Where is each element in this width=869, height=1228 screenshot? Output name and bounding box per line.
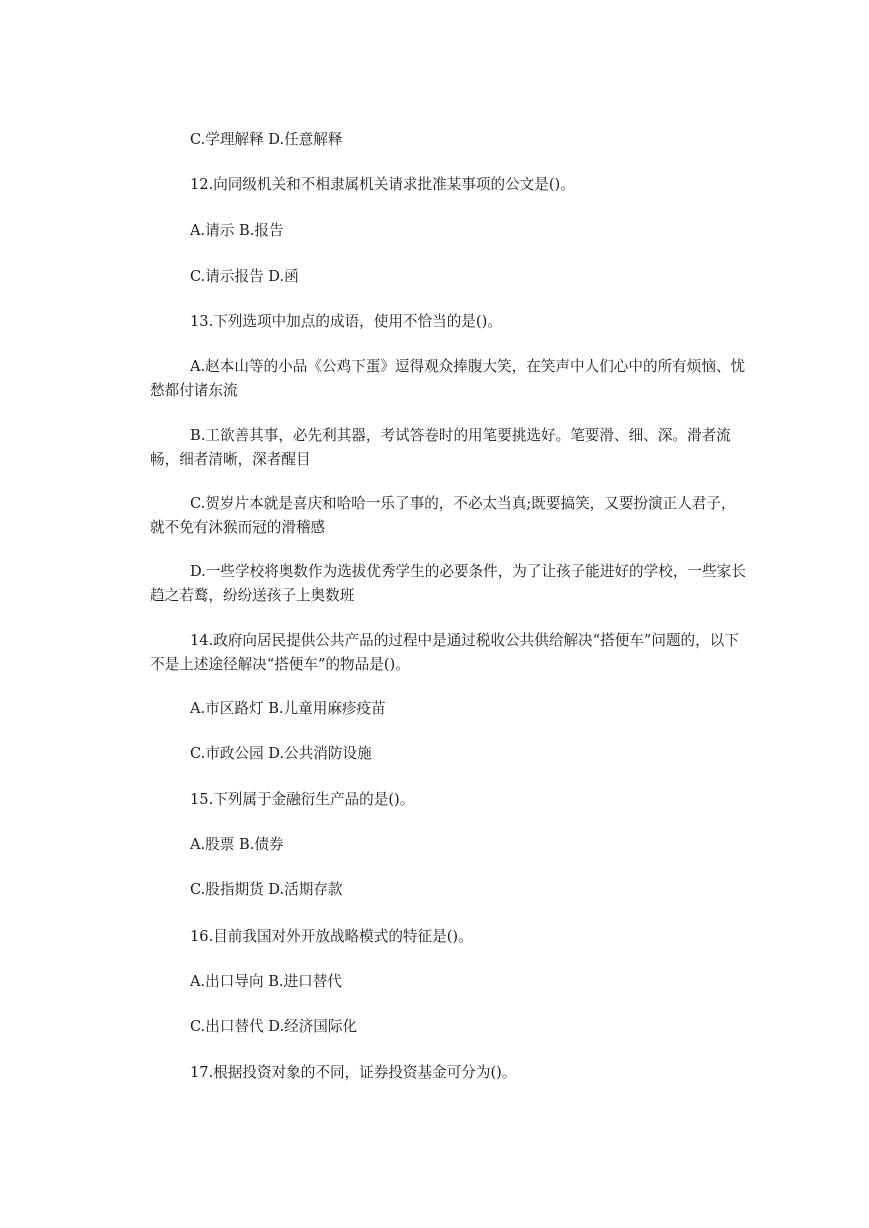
q15-options-cd: C.股指期货 D.活期存款 [190, 881, 343, 898]
q13-question: 13.下列选项中加点的成语，使用不恰当的是()。 [190, 313, 502, 330]
q13-option-b: B.工欲善其事，必先利其器，考试答卷时的用笔要挑选好。笔要滑、细、深。滑者流畅，细者清晰，深者醒目 [150, 427, 731, 468]
q13-option-c: C.贺岁片本就是喜庆和哈哈一乐了事的，不必太当真;既要搞笑，又要扮演正人君子，就不免有沐猴而冠的滑稽感 [150, 495, 736, 536]
q15-options-ab: A.股票 B.债券 [190, 836, 284, 853]
q15-question: 15.下列属于金融衍生产品的是()。 [190, 791, 415, 808]
q16-question: 16.目前我国对外开放战略模式的特征是()。 [190, 928, 473, 945]
q14-options-ab: A.市区路灯 B.儿童用麻疹疫苗 [190, 700, 386, 717]
q14-options-cd: C.市政公园 D.公共消防设施 [190, 745, 372, 762]
q11-options-cd: C.学理解释 D.任意解释 [190, 131, 343, 148]
q12-question: 12.向同级机关和不相隶属机关请求批准某事项的公文是()。 [190, 176, 575, 193]
q12-options-ab: A.请示 B.报告 [190, 222, 284, 239]
q12-options-cd: C.请示报告 D.函 [190, 268, 299, 285]
q17-question: 17.根据投资对象的不同，证券投资基金可分为()。 [190, 1064, 517, 1081]
q13-option-d: D.一些学校将奥数作为选拔优秀学生的必要条件，为了让孩子能进好的学校，一些家长趋之若鹜，纷纷送孩子上奥数班 [150, 563, 746, 604]
q14-question: 14.政府向居民提供公共产品的过程中是通过税收公共供给解决“搭便车”问题的，以下不是上述途径解决“搭便车”的物品是()。 [150, 632, 739, 673]
q16-options-cd: C.出口替代 D.经济国际化 [190, 1018, 358, 1035]
q13-option-a: A.赵本山等的小品《公鸡下蛋》逗得观众捧腹大笑，在笑声中人们心中的所有烦恼、忧愁都付诸东流 [150, 358, 746, 399]
q16-options-ab: A.出口导向 B.进口替代 [190, 973, 342, 990]
